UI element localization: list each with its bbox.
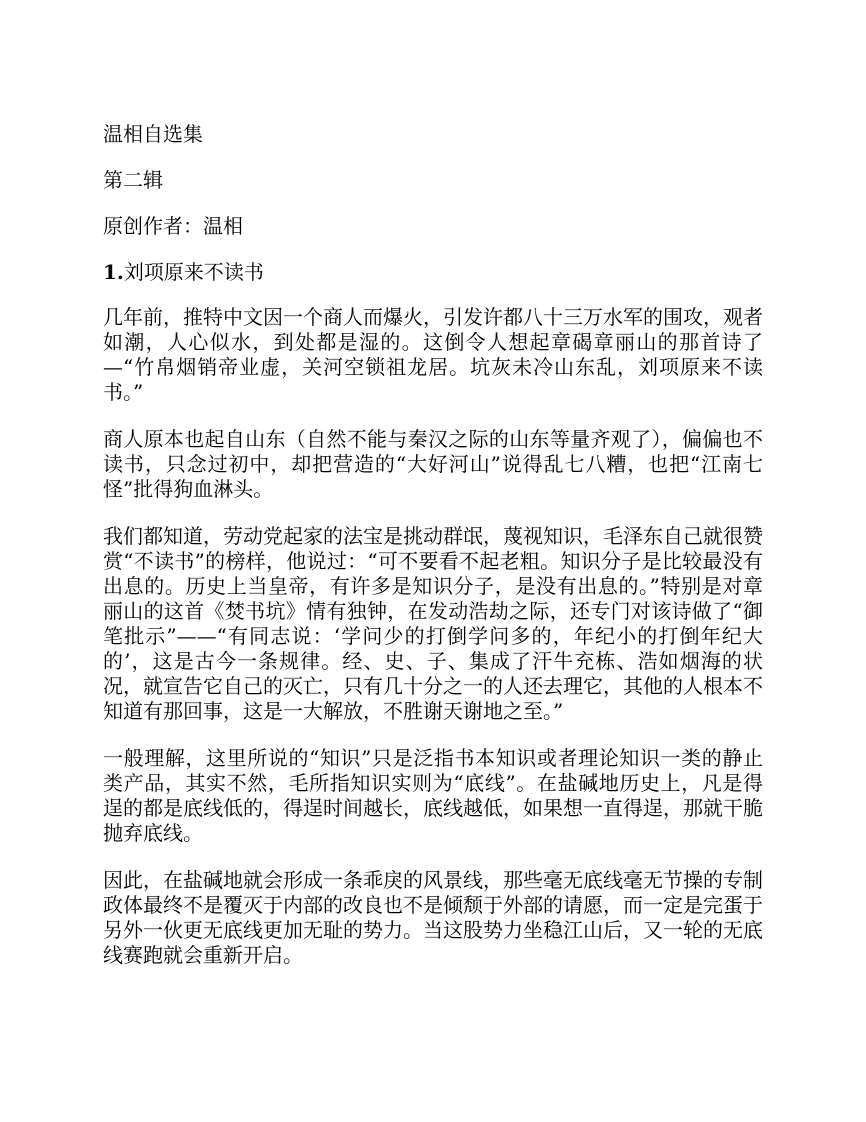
document-page	[103, 119, 763, 990]
section-number: 1.	[103, 260, 124, 284]
paragraph-3: 我们都知道，劳动党起家的法宝是挑动群氓，蔑视知识，毛泽东自己就很赞赏“不读书”的榜样，他说过：“可不要看不起老粗。知识分子是比较最没有出息的。历史上当皇帝，有许多是知识分子，是没有出息的。”特别是对章丽山的这首《焚书坑》情有独钟，在发动浩劫之际，还专门对该诗做了“御笔批示”——“有同志说：‘学问少的打倒学问多的，年纪小的打倒年纪大的’，这是古今一条规律。经、史、子、集成了汗牛充栋、浩如烟海的状况，就宣告它自己的灭亡，只有几十分之一的人还去理它，其他的人根本不知道有那回事，这是一大解放，不胜谢天谢地之至。”	[103, 524, 763, 723]
paragraph-2: 商人原本也起自山东（自然不能与秦汉之际的山东等量齐观了），偏偏也不读书，只念过初中，却把营造的“大好河山”说得乱七八糟，也把“江南七怪”批得狗血淋头。	[103, 427, 763, 501]
paragraph-5: 因此，在盐碱地就会形成一条乖戾的风景线，那些毫无底线毫无节操的专制政体最终不是覆灭于内部的改良也不是倾颓于外部的请愿，而一定是完蛋于另外一伙更无底线更加无耻的势力。当这股势力坐稳江山后，又一轮的无底线赛跑就会重新开启。	[103, 868, 763, 967]
volume-label: 第二辑	[103, 168, 163, 192]
author-line: 原创作者：温相	[103, 214, 243, 238]
paragraph-4: 一般理解，这里所说的“知识”只是泛指书本知识或者理论知识一类的静止类产品，其实不然，毛所指知识实则为“底线”。在盐碱地历史上，凡是得逞的都是底线低的，得逞时间越长，底线越低，如果想一直得逞，那就干脆抛弃底线。	[103, 746, 763, 845]
paragraph-1: 几年前，推特中文因一个商人而爆火，引发许都八十三万水军的围攻，观者如潮，人心似水，到处都是湿的。这倒令人想起章碣章丽山的那首诗了—“竹帛烟销帝业虚，关河空锁祖龙居。坑灰未冷山东乱，刘项原来不读书。”	[103, 305, 763, 404]
section-heading	[103, 257, 763, 287]
section-title: 刘项原来不读书	[123, 260, 264, 284]
collection-title: 温相自选集	[103, 122, 203, 146]
